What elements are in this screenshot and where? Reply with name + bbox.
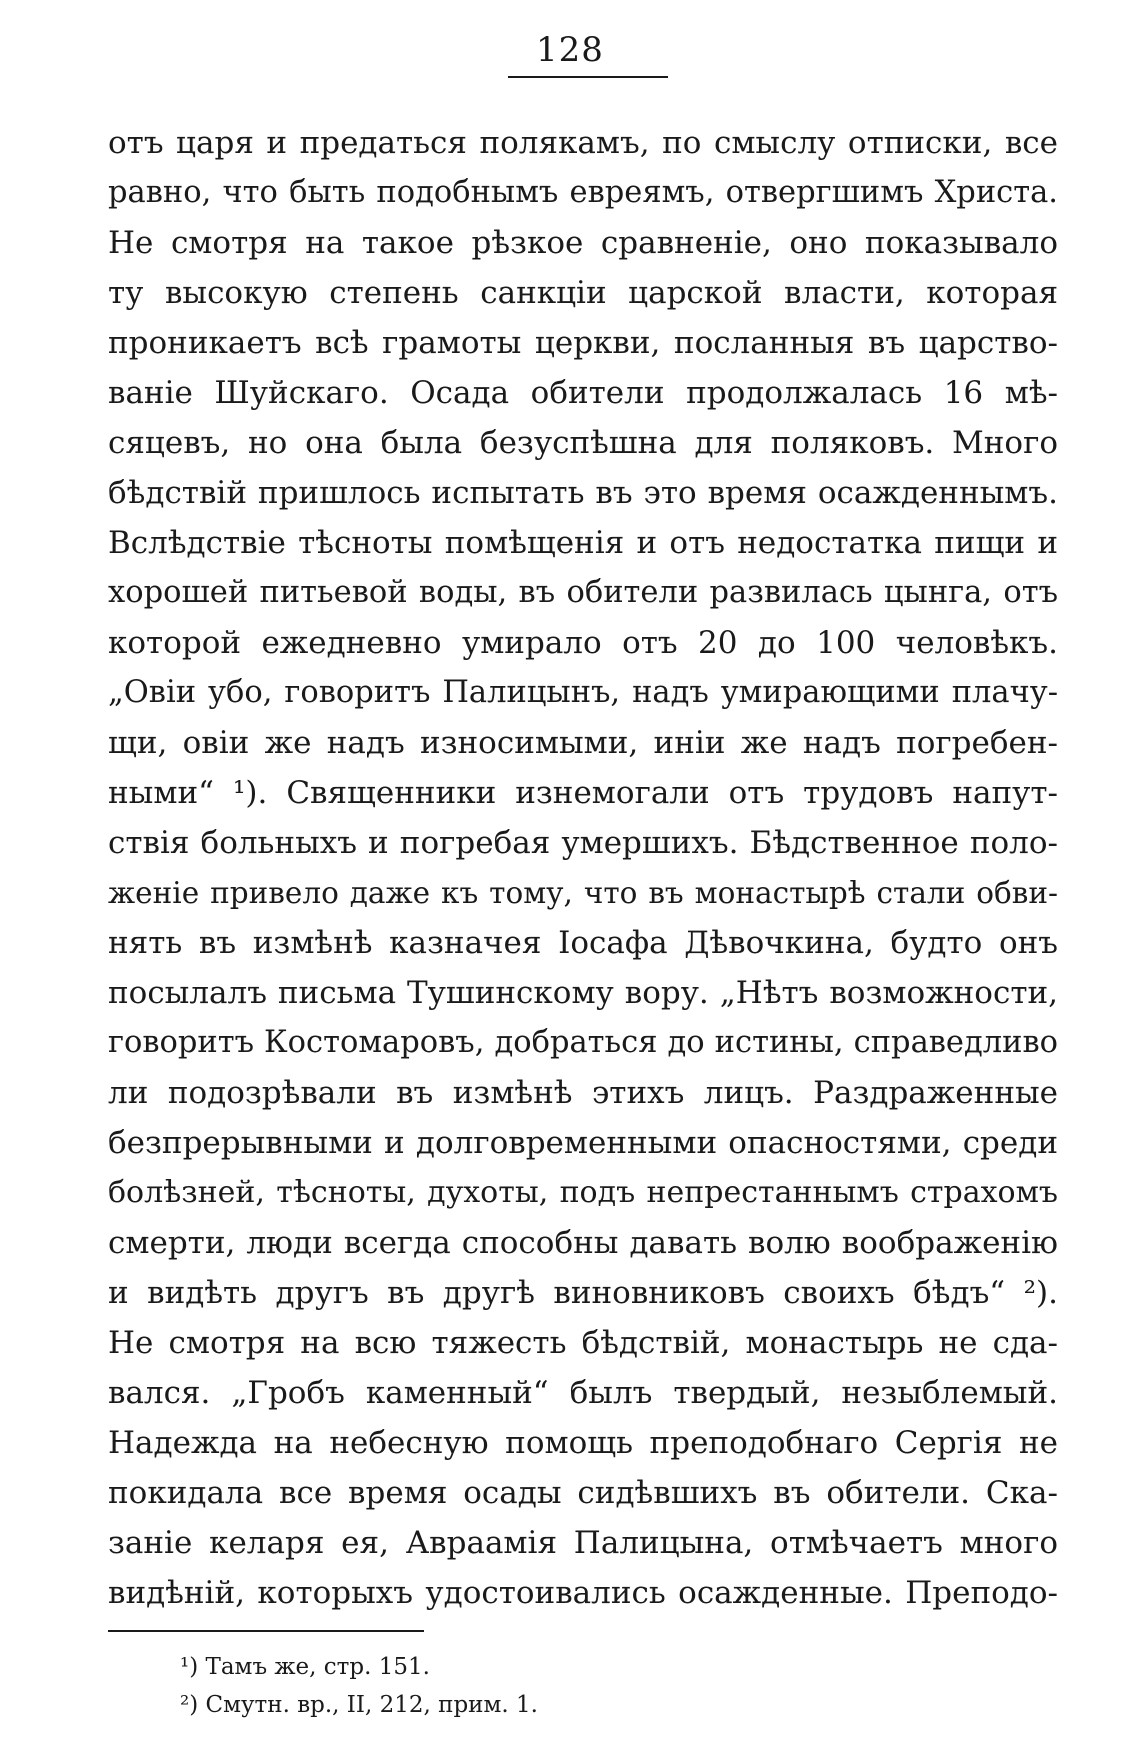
text-line: видѣній, которыхъ удостоивались осажденные. Преподо-: [108, 1575, 1058, 1611]
footnotes: [180, 1648, 980, 1724]
text-line: посылалъ письма Тушинскому вору. „Нѣтъ возможности,: [108, 975, 1058, 1011]
text-line: сяцевъ, но она была безуспѣшна для поляковъ. Много: [108, 425, 1058, 461]
footnote: ¹) Тамъ же, стр. 151.: [180, 1654, 430, 1680]
text-line: болѣзней, тѣсноты, духоты, подъ непрестаннымъ страхомъ: [108, 1175, 1058, 1210]
text-line: Вслѣдствіе тѣсноты помѣщенія и отъ недостатка пищи и: [108, 525, 1058, 561]
footnote-rule: [108, 1630, 424, 1632]
page-number-rule: [508, 76, 668, 78]
page-number: 128: [536, 30, 604, 70]
text-line: бѣдствій пришлось испытать въ это время осажденнымъ.: [108, 475, 1058, 511]
text-line: проникаетъ всѣ грамоты церкви, посланныя въ царство-: [108, 325, 1058, 361]
text-line: щи, овіи же надъ износимыми, иніи же надъ погребен-: [108, 725, 1058, 761]
text-line: которой ежедневно умирало отъ 20 до 100 человѣкъ.: [108, 625, 1058, 661]
text-line: Надежда на небесную помощь преподобнаго Сергія не: [108, 1425, 1058, 1461]
text-line: смерти, люди всегда способны давать волю воображенію: [108, 1225, 1058, 1261]
text-line: ту высокую степень санкціи царской власти, которая: [108, 275, 1058, 311]
text-line: равно, что быть подобнымъ евреямъ, отвергшимъ Христа.: [108, 175, 1058, 210]
text-line: Не смотря на всю тяжесть бѣдствій, монастырь не сда-: [108, 1325, 1058, 1361]
text-line: ствія больныхъ и погребая умершихъ. Бѣдственное поло-: [108, 825, 1058, 861]
text-line: ли подозрѣвали въ измѣнѣ этихъ лицъ. Раздраженные: [108, 1075, 1058, 1111]
text-line: отъ царя и предаться полякамъ, по смыслу отписки, все: [108, 125, 1058, 161]
text-line: говоритъ Костомаровъ, добраться до истины, справедливо: [108, 1025, 1058, 1060]
text-line: заніе келаря ея, Авраамія Палицына, отмѣчаетъ много: [108, 1525, 1058, 1561]
text-line: ными“ ¹). Священники изнемогали отъ трудовъ напут-: [108, 775, 1058, 811]
text-line: женіе привело даже къ тому, что въ монастырѣ стали обви-: [108, 876, 1058, 910]
text-line: покидала все время осады сидѣвшихъ въ обители. Ска-: [108, 1475, 1058, 1511]
text-line: вался. „Гробъ каменный“ былъ твердый, незыблемый.: [108, 1375, 1058, 1411]
body-text: [108, 118, 1058, 1618]
text-line: хорошей питьевой воды, въ обители развилась цынга, отъ: [108, 575, 1058, 610]
text-line: и видѣть другъ въ другѣ виновниковъ своихъ бѣдъ“ ²).: [108, 1275, 1058, 1311]
text-line: „Овіи убо, говоритъ Палицынъ, надъ умирающими плачу-: [108, 675, 1058, 710]
text-line: ваніе Шуйскаго. Осада обители продолжалась 16 мѣ-: [108, 375, 1058, 411]
text-line: Не смотря на такое рѣзкое сравненіе, оно показывало: [108, 225, 1058, 261]
text-line: нять въ измѣнѣ казначея Іосафа Дѣвочкина, будто онъ: [108, 925, 1058, 961]
text-line: безпрерывными и долговременными опасностями, среди: [108, 1125, 1058, 1161]
footnote: ²) Смутн. вр., II, 212, прим. 1.: [180, 1692, 538, 1718]
